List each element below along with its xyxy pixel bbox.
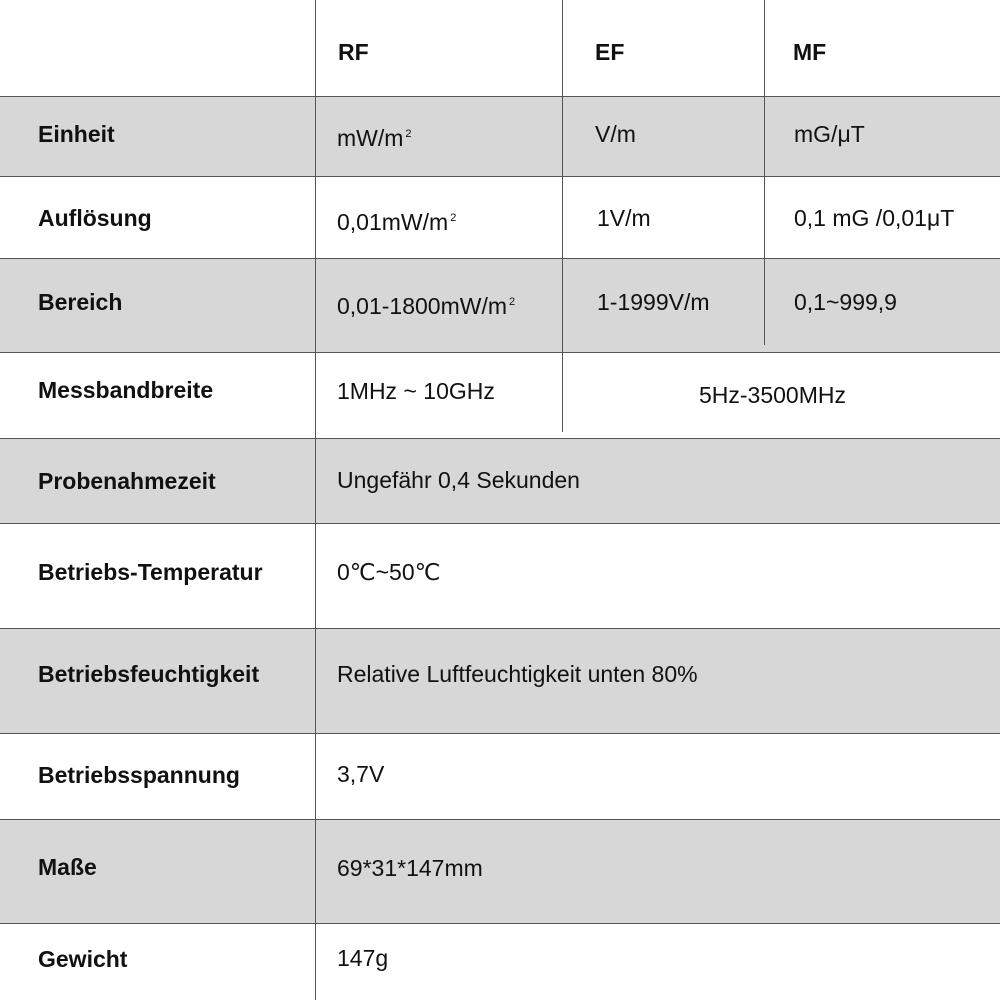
row-divider [0,733,1000,734]
cell-messband-rf: 1MHz ~ 10GHz [337,378,495,404]
column-divider-label [315,0,316,1000]
column-divider-rf [562,0,563,432]
cell-masse-value: 69*31*147mm [337,855,483,881]
cell-temp-value: 0℃~50℃ [337,559,441,585]
row-masse-bg [0,820,1000,923]
cell-einheit-ef: V/m [595,121,636,147]
row-divider [0,438,1000,439]
cell-bereich-rf-text: 0,01-1800mW/m [337,293,508,319]
label-temp: Betriebs-Temperatur [38,559,263,585]
label-aufloesung: Auflösung [38,205,152,231]
superscript-2: 2 [450,212,457,224]
cell-bereich-rf [337,288,515,320]
header-mf: MF [793,39,827,65]
label-probe: Probenahmezeit [38,468,216,494]
cell-einheit-rf-text: mW/m [337,125,404,151]
label-gewicht: Gewicht [38,946,128,972]
row-divider [0,352,1000,353]
cell-aufloesung-mf: 0,1 mG /0,01μT [794,205,955,231]
label-masse: Maße [38,854,97,880]
label-feuchte: Betriebsfeuchtigkeit [38,661,260,687]
label-spannung: Betriebsspannung [38,762,240,788]
cell-aufloesung-ef: 1V/m [597,205,651,231]
cell-einheit-mf: mG/μT [794,121,865,147]
row-divider [0,96,1000,97]
cell-gewicht-value: 147g [337,945,389,971]
label-bereich: Bereich [38,289,123,315]
row-divider [0,923,1000,924]
header-ef: EF [595,39,625,65]
row-divider [0,176,1000,177]
row-divider [0,258,1000,259]
label-messband: Messbandbreite [38,377,214,403]
cell-bereich-ef: 1-1999V/m [597,289,710,315]
row-divider [0,819,1000,820]
cell-bereich-mf: 0,1~999,9 [794,289,897,315]
row-divider [0,523,1000,524]
column-divider-ef [764,0,765,345]
cell-messband-efmf: 5Hz-3500MHz [699,382,846,408]
header-rf: RF [338,39,369,65]
cell-feuchte-value: Relative Luftfeuchtigkeit unten 80% [337,661,698,687]
cell-probe-value: Ungefähr 0,4 Sekunden [337,467,580,493]
label-einheit: Einheit [38,121,115,147]
row-divider [0,628,1000,629]
cell-aufloesung-rf-text: 0,01mW/m [337,209,449,235]
cell-spannung-value: 3,7V [337,761,385,787]
superscript-2: 2 [405,128,412,140]
cell-aufloesung-rf [337,204,456,236]
cell-einheit-rf [337,120,412,152]
superscript-2: 2 [509,296,516,308]
